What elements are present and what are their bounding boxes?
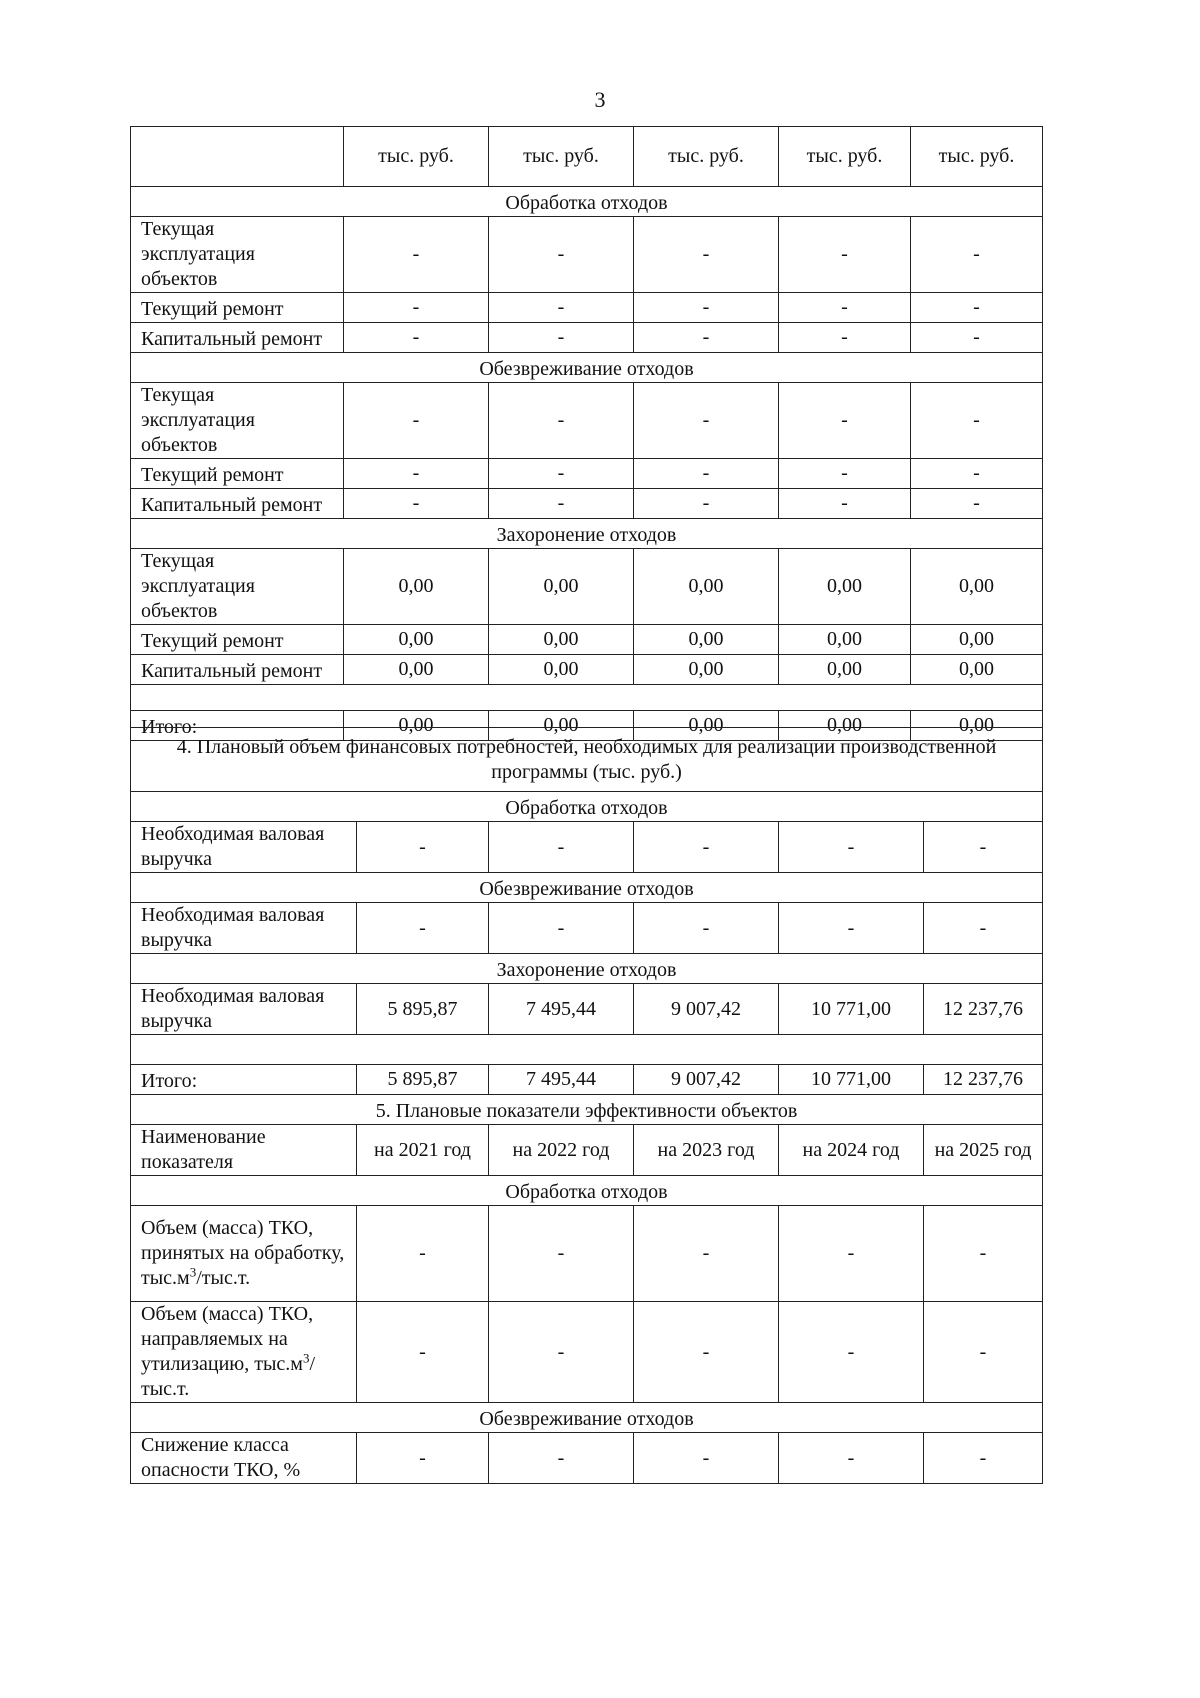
row-value: 5 895,87	[357, 984, 489, 1035]
row-value: -	[779, 1206, 924, 1302]
row-value: -	[924, 822, 1043, 873]
row-value: -	[924, 1206, 1043, 1302]
row-value: -	[634, 489, 779, 519]
total-value: 5 895,87	[357, 1065, 489, 1095]
row-value: 0,00	[779, 655, 911, 685]
row-value: -	[634, 822, 779, 873]
total-value: 10 771,00	[779, 1065, 924, 1095]
efficiency-heading-row	[131, 1095, 1043, 1125]
table-row	[131, 625, 1043, 655]
row-value: 0,00	[489, 625, 634, 655]
row-value: -	[489, 1302, 634, 1403]
table-row	[131, 383, 1043, 459]
row-value: -	[924, 903, 1043, 954]
table-row	[131, 323, 1043, 353]
table-row	[131, 1206, 1043, 1302]
costs-table	[130, 126, 1043, 741]
row-value: -	[634, 293, 779, 323]
section-title: Обработка отходов	[131, 1176, 1043, 1206]
section-title-row	[131, 792, 1043, 822]
row-label: Необходимая валовая выручка	[131, 984, 357, 1035]
section-title: Обезвреживание отходов	[131, 353, 1043, 383]
indicator-name-header: Наименование показателя	[131, 1125, 357, 1176]
total-value: 7 495,44	[489, 1065, 634, 1095]
unit-header-cell: тыс. руб.	[634, 127, 779, 187]
row-value: -	[634, 323, 779, 353]
row-value: 9 007,42	[634, 984, 779, 1035]
row-label: Необходимая валовая выручка	[131, 822, 357, 873]
total-label: Итого:	[131, 1065, 357, 1095]
row-value: -	[344, 383, 489, 459]
row-value: -	[357, 1206, 489, 1302]
row-value: 0,00	[634, 655, 779, 685]
row-value: -	[779, 822, 924, 873]
row-value: -	[344, 217, 489, 293]
row-value: -	[779, 383, 911, 459]
total-value: 9 007,42	[634, 1065, 779, 1095]
row-label: Текущий ремонт	[131, 459, 344, 489]
total-value: 0,00	[489, 711, 634, 741]
unit-header-cell: тыс. руб.	[911, 127, 1043, 187]
year-header-cell: на 2022 год	[489, 1125, 634, 1176]
table-row	[131, 1433, 1043, 1484]
row-value: -	[911, 323, 1043, 353]
row-label: Капитальный ремонт	[131, 489, 344, 519]
finance-heading: 4. Плановый объем финансовых потребностей, необходимых для реализации производственной программы (тыс. руб.)	[131, 728, 1043, 792]
row-value: -	[357, 1433, 489, 1484]
row-value: 0,00	[344, 549, 489, 625]
spacer-row	[131, 1035, 1043, 1065]
row-label: Текущий ремонт	[131, 293, 344, 323]
row-label: Текущая эксплуатация объектов	[131, 383, 344, 459]
section-title: Обезвреживание отходов	[131, 873, 1043, 903]
row-value: -	[779, 293, 911, 323]
table-row	[131, 293, 1043, 323]
row-label-unit: /тыс.т.	[196, 1267, 251, 1289]
table-row	[131, 822, 1043, 873]
row-value: -	[911, 489, 1043, 519]
row-value: -	[634, 217, 779, 293]
table-row	[131, 549, 1043, 625]
row-value: -	[911, 459, 1043, 489]
row-value: -	[911, 217, 1043, 293]
year-header-cell: на 2021 год	[357, 1125, 489, 1176]
section-title: Обработка отходов	[131, 792, 1043, 822]
year-header-cell: на 2023 год	[634, 1125, 779, 1176]
section-title: Захоронение отходов	[131, 954, 1043, 984]
row-value: -	[779, 489, 911, 519]
row-value: 0,00	[344, 625, 489, 655]
unit-header-cell: тыс. руб.	[489, 127, 634, 187]
row-label-unit: /тыс.т.	[141, 1353, 316, 1400]
row-value: 12 237,76	[924, 984, 1043, 1035]
row-value: -	[489, 293, 634, 323]
row-value: -	[779, 217, 911, 293]
total-value: 0,00	[779, 711, 911, 741]
row-label: Капитальный ремонт	[131, 323, 344, 353]
table-row	[131, 1302, 1043, 1403]
row-value: -	[634, 459, 779, 489]
unit-superscript: 3	[302, 1350, 310, 1366]
row-value: -	[357, 822, 489, 873]
row-label: Необходимая валовая выручка	[131, 903, 357, 954]
section-title-row	[131, 187, 1043, 217]
row-value: -	[344, 293, 489, 323]
year-header-cell: на 2024 год	[779, 1125, 924, 1176]
row-label: Текущая эксплуатация объектов	[131, 217, 344, 293]
row-value: -	[779, 323, 911, 353]
row-value: -	[489, 489, 634, 519]
row-value: 0,00	[779, 549, 911, 625]
row-value: -	[779, 903, 924, 954]
row-value: 0,00	[911, 625, 1043, 655]
row-value: -	[357, 903, 489, 954]
header-empty-cell	[131, 127, 344, 187]
section-title-row	[131, 353, 1043, 383]
row-label	[131, 1302, 357, 1403]
row-label	[131, 1206, 357, 1302]
section-title: Обезвреживание отходов	[131, 1403, 1043, 1433]
row-value: -	[489, 459, 634, 489]
row-value: -	[634, 903, 779, 954]
table-row	[131, 217, 1043, 293]
year-header-cell: на 2025 год	[924, 1125, 1043, 1176]
row-label: Текущая эксплуатация объектов	[131, 549, 344, 625]
total-value: 12 237,76	[924, 1065, 1043, 1095]
spacer-row	[131, 685, 1043, 711]
row-value: -	[634, 383, 779, 459]
section-title: Обработка отходов	[131, 187, 1043, 217]
row-value: -	[924, 1302, 1043, 1403]
section-title-row	[131, 1176, 1043, 1206]
unit-header-cell: тыс. руб.	[344, 127, 489, 187]
efficiency-heading: 5. Плановые показатели эффективности объектов	[131, 1095, 1043, 1125]
unit-header-row	[131, 127, 1043, 187]
row-value: -	[489, 903, 634, 954]
table-row	[131, 903, 1043, 954]
row-value: -	[344, 459, 489, 489]
row-value: -	[489, 1433, 634, 1484]
section-title-row	[131, 519, 1043, 549]
row-value: -	[344, 489, 489, 519]
table-row	[131, 655, 1043, 685]
row-value: -	[779, 1433, 924, 1484]
row-value: -	[634, 1302, 779, 1403]
row-value: -	[779, 1302, 924, 1403]
total-label: Итого:	[131, 711, 344, 741]
row-value: -	[489, 323, 634, 353]
spacer-cell	[131, 1035, 1043, 1065]
row-value: 0,00	[489, 655, 634, 685]
row-value: 10 771,00	[779, 984, 924, 1035]
page-number: 3	[594, 87, 606, 112]
section-title-row	[131, 1403, 1043, 1433]
total-value: 0,00	[911, 711, 1043, 741]
unit-header-cell: тыс. руб.	[779, 127, 911, 187]
row-value: -	[911, 383, 1043, 459]
row-label-text: Объем (масса) ТКО, принятых на обработку, тыс.м	[141, 1217, 345, 1289]
table-row	[131, 459, 1043, 489]
row-value: -	[634, 1206, 779, 1302]
unit-superscript: 3	[189, 1264, 197, 1280]
row-value: -	[489, 1206, 634, 1302]
total-row	[131, 1065, 1043, 1095]
row-value: -	[779, 459, 911, 489]
row-value: 0,00	[634, 549, 779, 625]
row-value: 0,00	[779, 625, 911, 655]
table-row	[131, 489, 1043, 519]
row-label-text: Снижение класса опасности ТКО, %	[141, 1434, 301, 1481]
row-value: 0,00	[344, 655, 489, 685]
row-value: 0,00	[911, 655, 1043, 685]
years-header-row	[131, 1125, 1043, 1176]
row-value: 0,00	[634, 625, 779, 655]
row-label: Текущий ремонт	[131, 625, 344, 655]
row-value: 0,00	[489, 549, 634, 625]
total-value: 0,00	[634, 711, 779, 741]
section-title: Захоронение отходов	[131, 519, 1043, 549]
total-value: 0,00	[344, 711, 489, 741]
row-label	[131, 1433, 357, 1484]
finance-heading-row	[131, 728, 1043, 792]
row-label-text: Объем (масса) ТКО, направляемых на утилизацию, тыс.м	[141, 1303, 314, 1375]
row-value: -	[344, 323, 489, 353]
section-title-row	[131, 954, 1043, 984]
row-value: -	[489, 822, 634, 873]
row-value: 7 495,44	[489, 984, 634, 1035]
section-title-row	[131, 873, 1043, 903]
row-value: -	[634, 1433, 779, 1484]
row-value: -	[489, 383, 634, 459]
row-value: 0,00	[911, 549, 1043, 625]
spacer-cell	[131, 685, 1043, 711]
table-row	[131, 984, 1043, 1035]
row-value: -	[357, 1302, 489, 1403]
row-value: -	[489, 217, 634, 293]
finance-efficiency-table	[130, 727, 1043, 1484]
row-value: -	[911, 293, 1043, 323]
row-label: Капитальный ремонт	[131, 655, 344, 685]
row-value: -	[924, 1433, 1043, 1484]
